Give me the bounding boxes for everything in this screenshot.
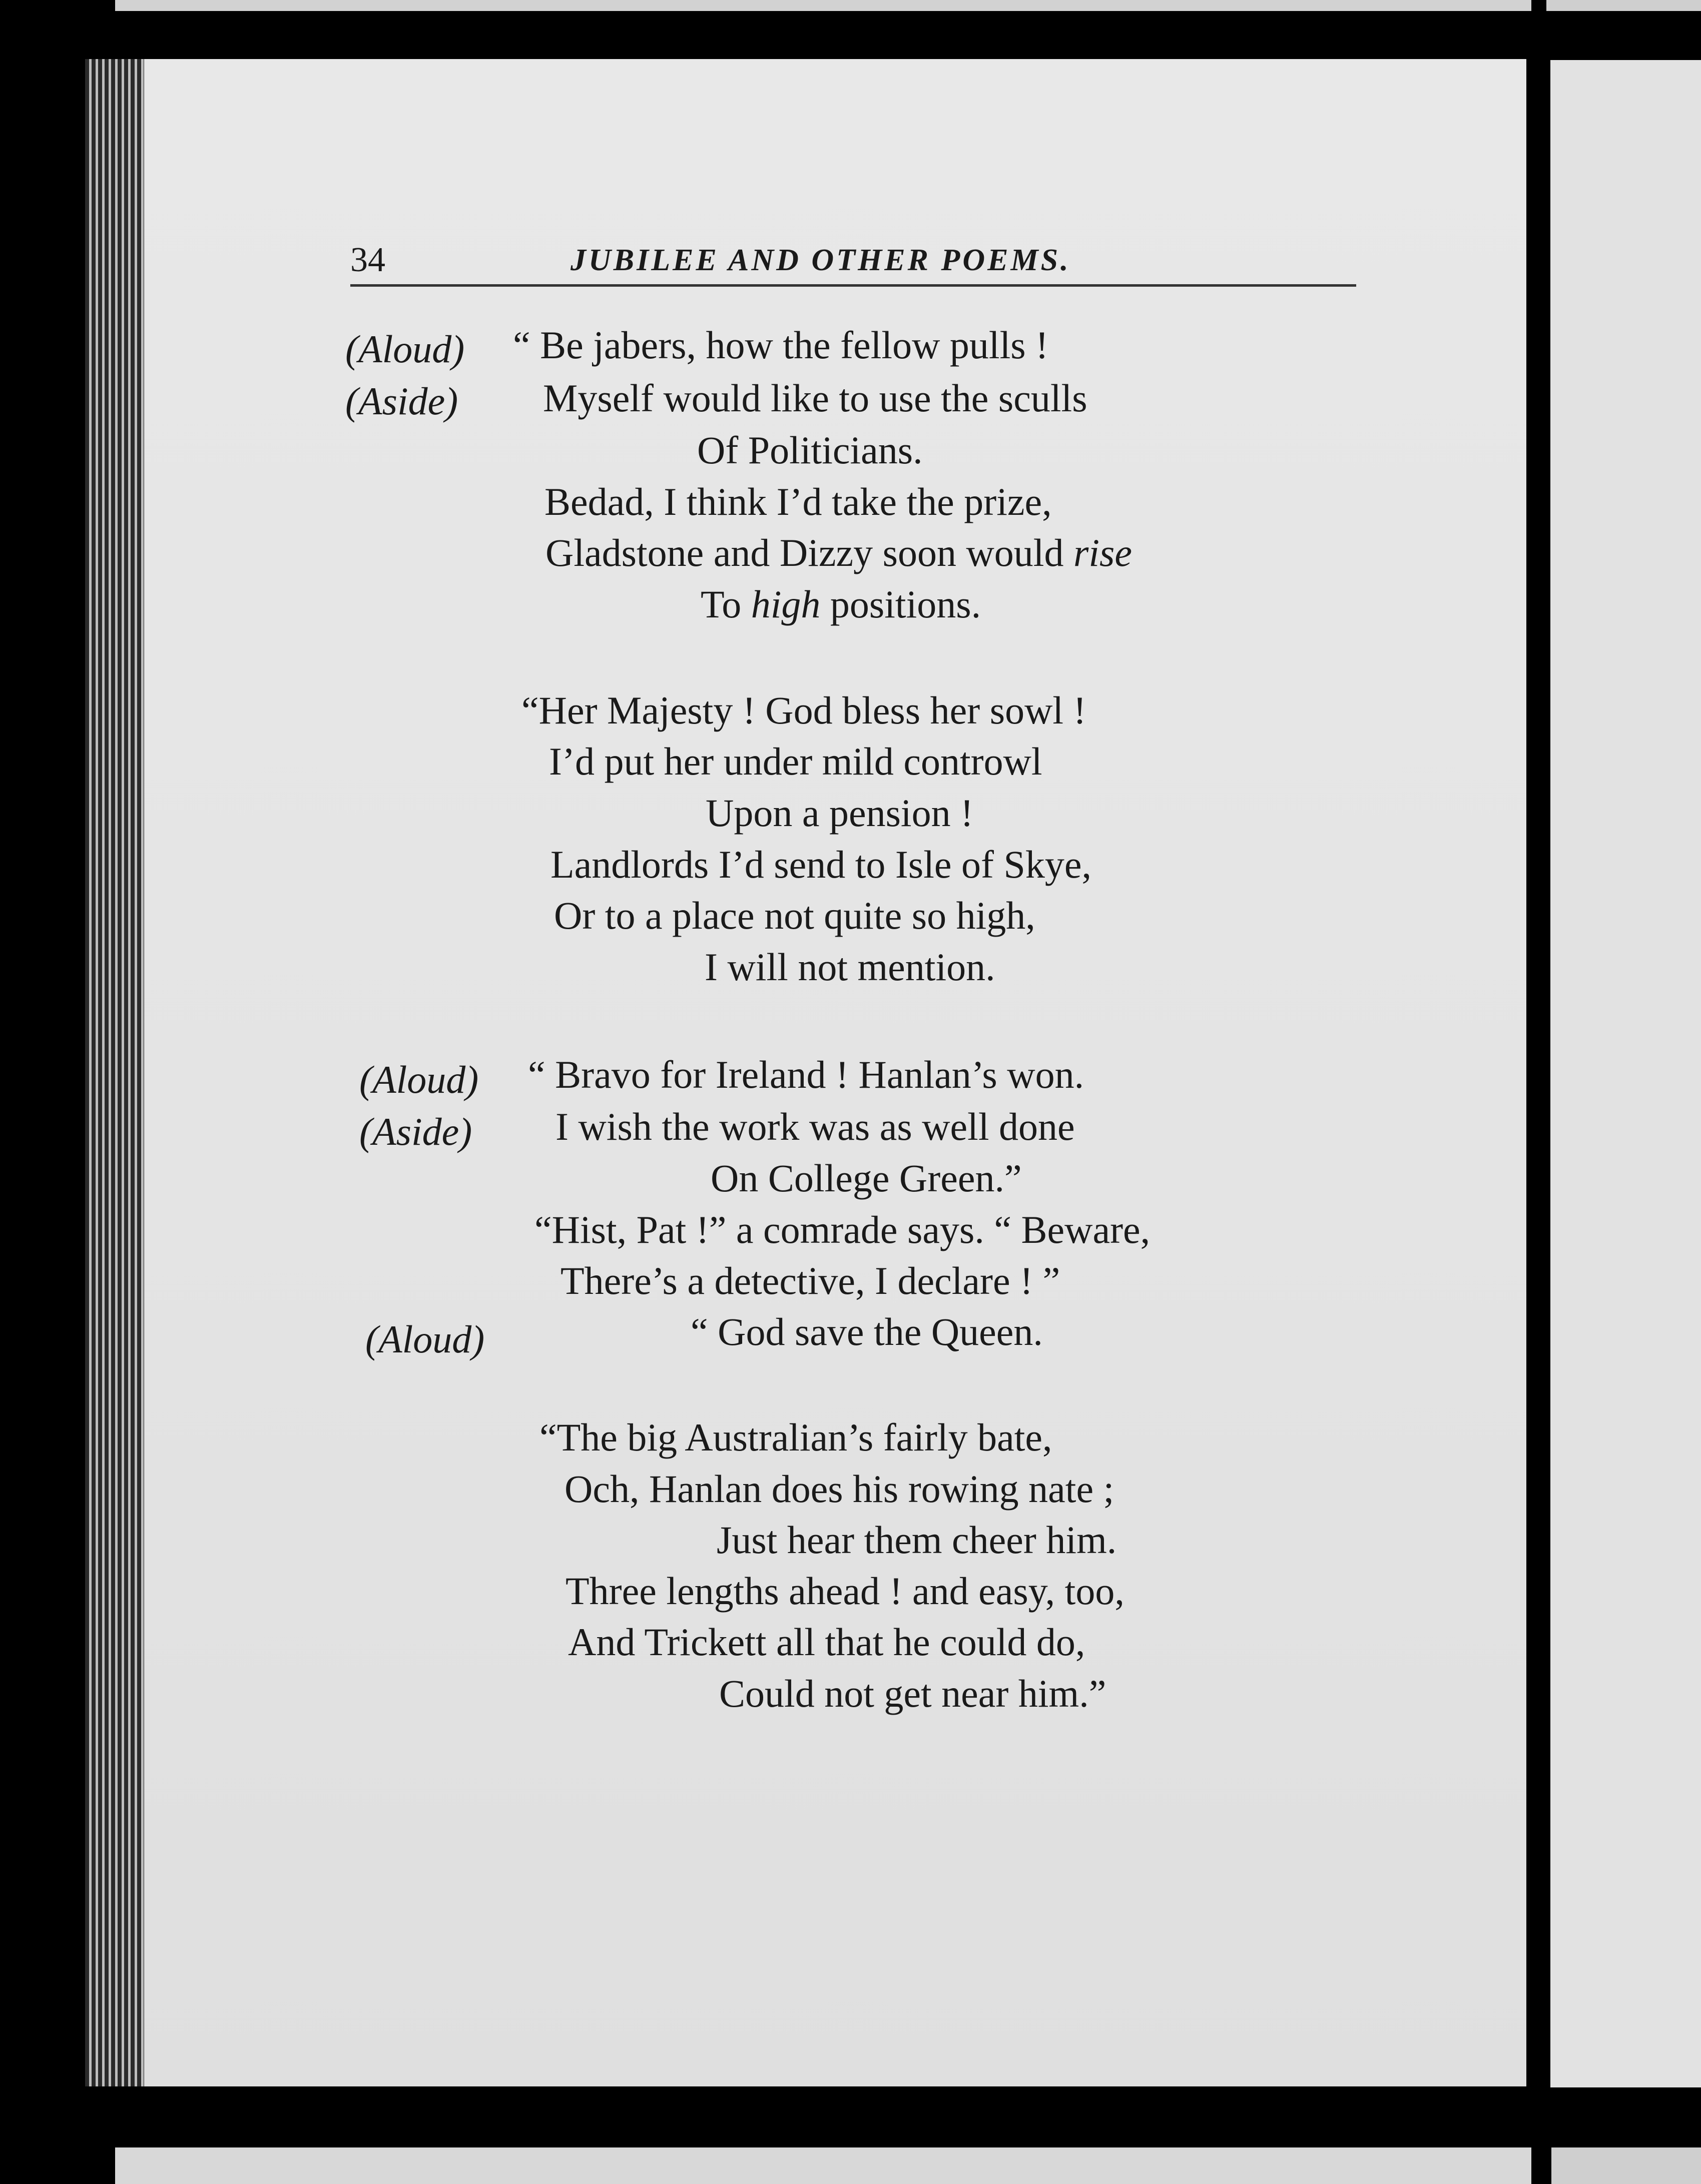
poem-line: “ Be jabers, how the fellow pulls ! — [513, 323, 1049, 367]
stage-direction-aside: (Aside) — [359, 1110, 472, 1153]
poem-emphasis: rise — [1073, 531, 1132, 574]
poem-line: Three lengths ahead ! and easy, too, — [565, 1569, 1124, 1613]
poem-emphasis: high — [751, 582, 821, 626]
poem-line: Bedad, I think I’d take the prize, — [544, 480, 1052, 523]
poem-text: To — [701, 582, 751, 626]
poem-line: Landlords I’d send to Isle of Skye, — [550, 843, 1091, 886]
poem-text: Gladstone and Dizzy soon would — [545, 531, 1073, 574]
poem-line: “Hist, Pat !” a comrade says. “ Beware, — [534, 1208, 1151, 1251]
page-number: 34 — [350, 241, 385, 279]
poem-line: Just hear them cheer him. — [717, 1518, 1117, 1562]
stage-direction-aloud: (Aloud) — [365, 1317, 485, 1361]
stage-direction-aloud: (Aloud) — [359, 1058, 479, 1101]
poem-line — [545, 528, 1132, 578]
poem-line: “Her Majesty ! God bless her sowl ! — [521, 688, 1086, 732]
poem-line: I will not mention. — [705, 945, 995, 989]
poem-line: Och, Hanlan does his rowing nate ; — [564, 1467, 1114, 1511]
poem-text: positions. — [820, 582, 981, 626]
poem-line: Upon a pension ! — [706, 791, 974, 835]
poem-line: “The big Australian’s fairly bate, — [539, 1415, 1052, 1459]
poem-line: Of Politicians. — [697, 428, 923, 472]
poem-line: Could not get near him.” — [719, 1672, 1106, 1715]
poem-line — [701, 579, 981, 629]
poem-line: “ God save the Queen. — [691, 1310, 1043, 1353]
poem-line: There’s a detective, I declare ! ” — [560, 1259, 1060, 1302]
running-title: JUBILEE AND OTHER POEMS. — [571, 243, 1071, 277]
poem-line: Myself would like to use the sculls — [543, 376, 1087, 420]
poem-line: Or to a place not quite so high, — [554, 894, 1035, 937]
stage-direction-aside: (Aside) — [345, 379, 458, 423]
stage-direction-aloud: (Aloud) — [345, 327, 465, 371]
poem-line: I wish the work was as well done — [555, 1105, 1075, 1148]
poem-line: “ Bravo for Ireland ! Hanlan’s won. — [528, 1053, 1084, 1096]
poem-line: And Trickett all that he could do, — [568, 1620, 1085, 1664]
poem-line: On College Green.” — [711, 1156, 1022, 1200]
poem-line: I’d put her under mild controwl — [549, 740, 1042, 783]
